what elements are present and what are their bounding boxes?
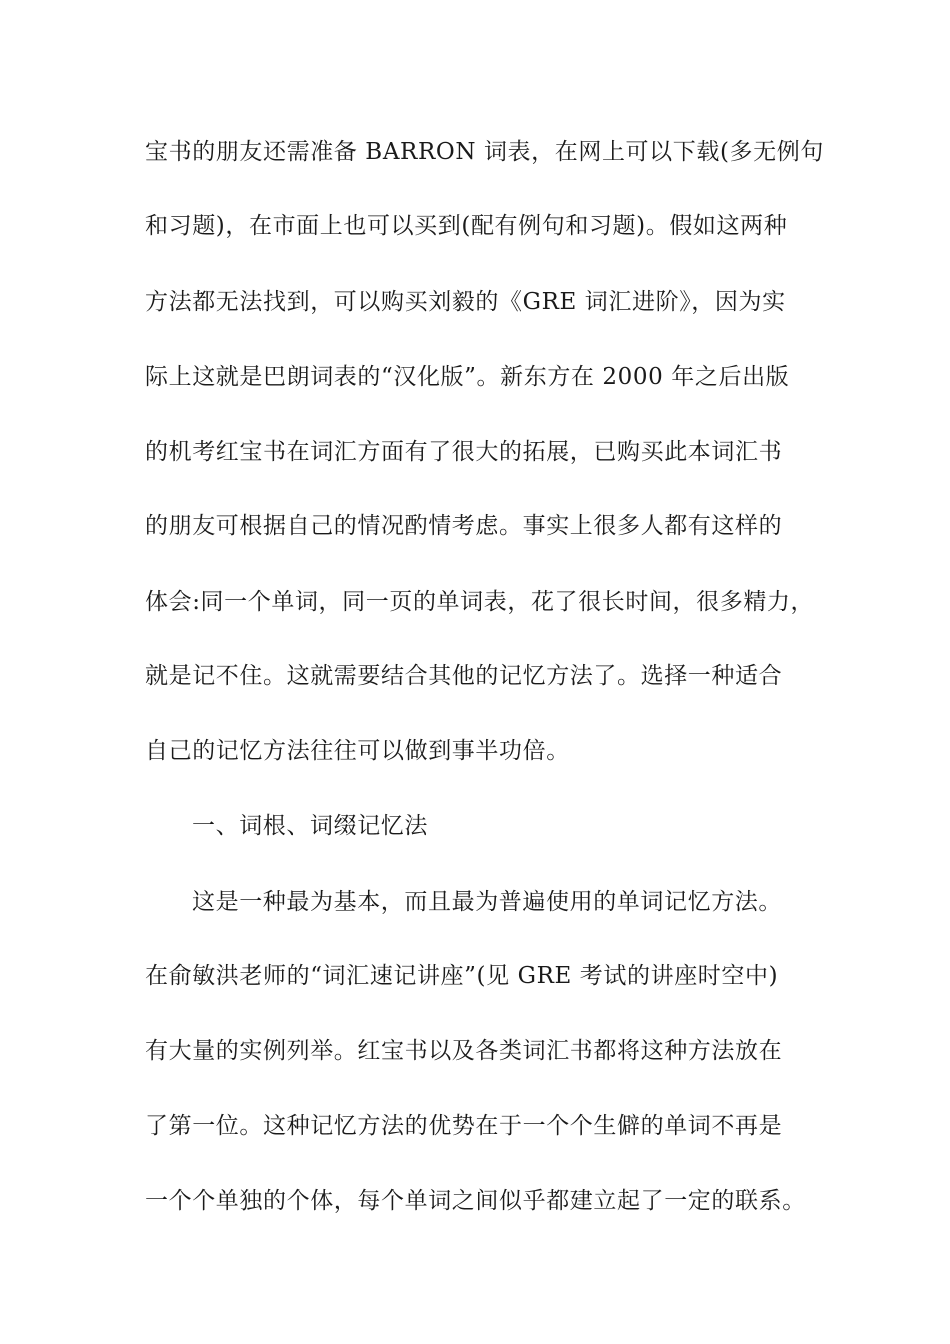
body-text-line: 在俞敏洪老师的“词汇速记讲座”(见 GRE 考试的讲座时空中) <box>145 963 779 989</box>
body-text-line: 体会:同一个单词，同一页的单词表，花了很长时间，很多精力， <box>145 589 815 615</box>
body-text-line: 了第一位。这种记忆方法的优势在于一个个生僻的单词不再是 <box>145 1113 783 1139</box>
body-text-line: 方法都无法找到，可以购买刘毅的《GRE 词汇进阶》，因为实 <box>145 289 786 315</box>
body-text-line: 就是记不住。这就需要结合其他的记忆方法了。选择一种适合 <box>145 663 783 689</box>
paragraph-first-line: 这是一种最为基本，而且最为普遍使用的单词记忆方法。 <box>192 889 782 915</box>
body-text-line: 的机考红宝书在词汇方面有了很大的拓展，已购买此本词汇书 <box>145 439 783 465</box>
section-heading: 一、词根、词缀记忆法 <box>192 813 428 839</box>
body-text-line: 的朋友可根据自己的情况酌情考虑。事实上很多人都有这样的 <box>145 513 783 539</box>
body-text-line: 际上这就是巴朗词表的“汉化版”。新东方在 2000 年之后出版 <box>145 364 790 390</box>
body-text-line: 宝书的朋友还需准备 BARRON 词表，在网上可以下载(多无例句 <box>145 139 824 165</box>
body-text-line: 有大量的实例列举。红宝书以及各类词汇书都将这种方法放在 <box>145 1038 783 1064</box>
body-text-line: 和习题)，在市面上也可以买到(配有例句和习题)。假如这两种 <box>145 213 788 239</box>
body-text-line: 自己的记忆方法往往可以做到事半功倍。 <box>145 738 570 764</box>
body-text-line: 一个个单独的个体，每个单词之间似乎都建立起了一定的联系。 <box>145 1188 806 1214</box>
